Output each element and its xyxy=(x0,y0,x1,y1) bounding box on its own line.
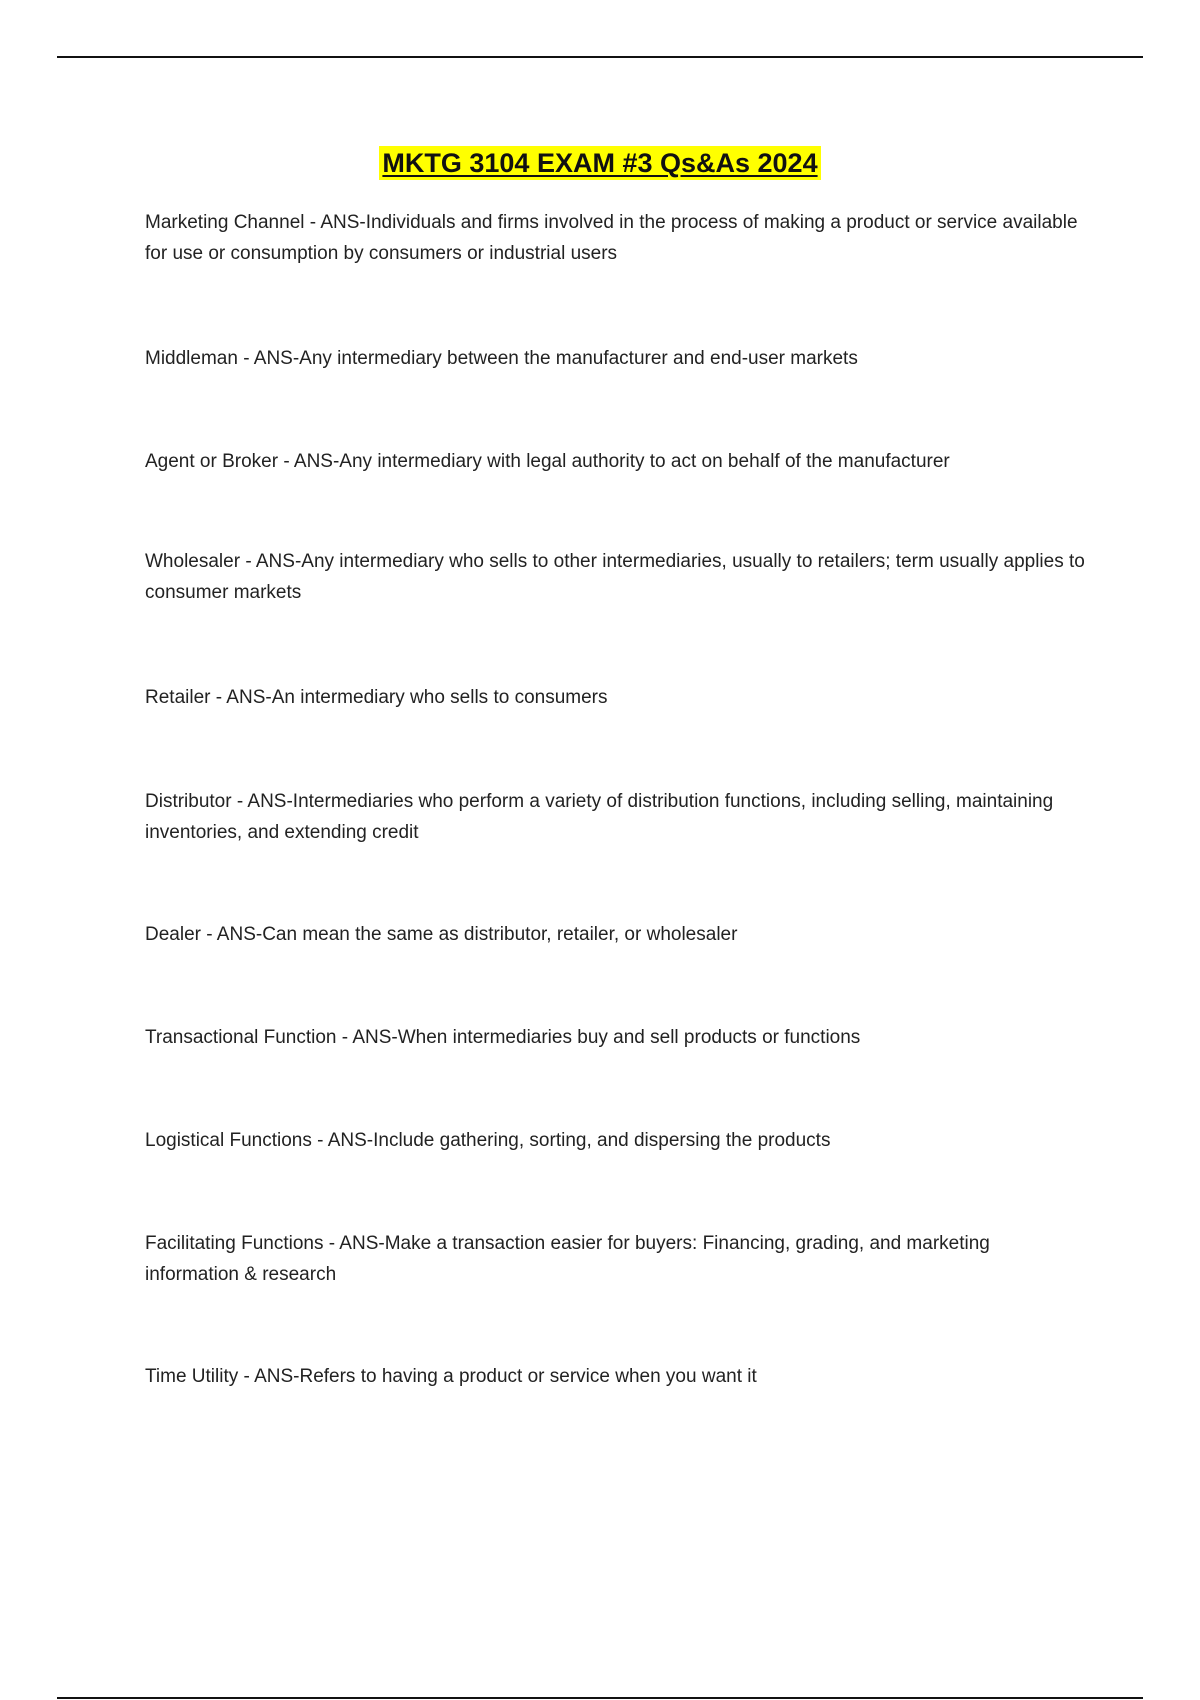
qa-entry-wholesaler: Wholesaler - ANS-Any intermediary who sells to other intermediaries, usually to retailers; term usually applies to consumer markets xyxy=(145,551,1085,603)
qa-entry-facilitating-functions: Facilitating Functions - ANS-Make a transaction easier for buyers: Financing, grading, and marketing information & research xyxy=(145,1233,990,1285)
document-title: MKTG 3104 EXAM #3 Qs&As 2024 xyxy=(379,146,820,180)
top-rule xyxy=(57,56,1143,58)
qa-entry-agent-or-broker: Agent or Broker - ANS-Any intermediary with legal authority to act on behalf of the manufacturer xyxy=(145,451,950,472)
qa-entry-time-utility: Time Utility - ANS-Refers to having a product or service when you want it xyxy=(145,1366,757,1387)
title-block xyxy=(0,146,1200,180)
qa-entry-retailer: Retailer - ANS-An intermediary who sells to consumers xyxy=(145,687,608,708)
qa-entry-transactional-function: Transactional Function - ANS-When intermediaries buy and sell products or functions xyxy=(145,1027,861,1048)
qa-entry-dealer: Dealer - ANS-Can mean the same as distributor, retailer, or wholesaler xyxy=(145,924,738,945)
bottom-rule xyxy=(57,1697,1143,1699)
qa-entry-logistical-functions: Logistical Functions - ANS-Include gathering, sorting, and dispersing the products xyxy=(145,1130,831,1151)
qa-entry-middleman: Middleman - ANS-Any intermediary between the manufacturer and end-user markets xyxy=(145,348,858,369)
qa-entry-marketing-channel: Marketing Channel - ANS-Individuals and firms involved in the process of making a product or service available for use or consumption by consumers or industrial users xyxy=(145,212,1078,264)
qa-entry-distributor: Distributor - ANS-Intermediaries who perform a variety of distribution functions, including selling, maintaining inventories, and extending credit xyxy=(145,791,1054,843)
